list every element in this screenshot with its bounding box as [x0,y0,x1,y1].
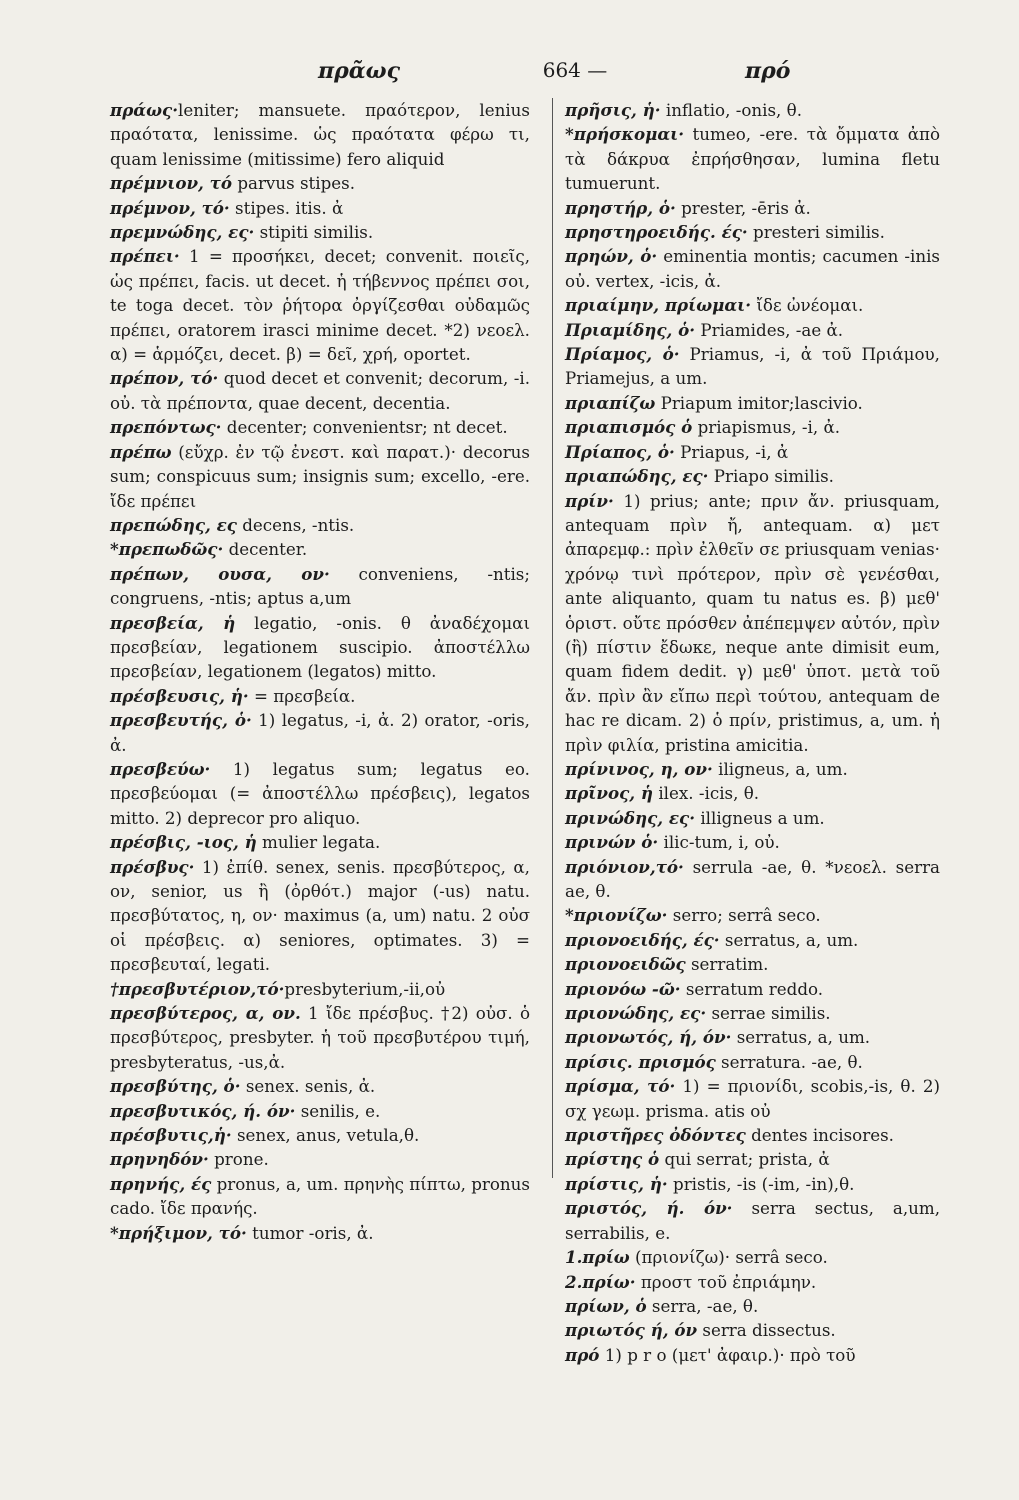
entry-definition: pronus, a, um. πρηνὴς πίπτω, pronus cado. ἴδε πρανής. [110,1173,530,1219]
dictionary-entry [565,855,940,904]
entry-definition: leniter; mansuete. πραότερον, lenius πραότατα, lenissime. ὡς πραότατα φέρω τι, quam lenissime (mitissime) fero aliquid [110,100,530,169]
dictionary-entry [110,1074,530,1098]
entry-definition: qui serrat; prista, ἀ [659,1149,830,1170]
entry-headword: πρίνινος, η, ον· [565,758,713,779]
dictionary-entry [110,440,530,513]
dictionary-entry [565,1294,940,1318]
entry-headword: πρεπώδης, ες [110,514,237,535]
dictionary-entry [110,684,530,708]
entry-headword: πρινών ὁ· [565,832,659,853]
dictionary-entry [565,1343,940,1367]
dictionary-entry [565,415,940,439]
entry-definition: ilic-tum, i, οὐ. [658,832,780,853]
entry-headword: †πρεσβυτέριον,τό· [110,978,285,999]
entry-headword: πρέπον, τό· [110,368,219,389]
entry-headword: *πρήσκομαι· [565,124,685,145]
dictionary-entry [565,196,940,220]
entry-definition: serratura. -ae, θ. [715,1051,863,1072]
entry-headword: πριονόω -ῶ· [565,978,681,999]
entry-definition: (πριονίζω)· serrâ seco. [629,1247,828,1268]
entry-definition: serrae similis. [706,1003,831,1024]
dictionary-entry [565,440,940,464]
dictionary-entry [565,952,940,976]
dictionary-entry [565,830,940,854]
entry-definition: legatio, -onis. θ ἀναδέχομαι πρεσβείαν, legationem suscipio. ἀποστέλλω πρεσβείαν, legationem (legatos) mitto. [110,612,530,682]
dictionary-entry [565,391,940,415]
dictionary-entry [110,1221,530,1245]
dictionary-entry [565,903,940,927]
entry-headword: πριστός, ή. όν· [565,1198,733,1219]
dictionary-entry [565,489,940,757]
left-column [110,98,530,1245]
entry-definition: serra, -ae, θ. [646,1295,759,1316]
page-header [0,58,1019,98]
entry-definition: serro; serrâ seco. [667,905,821,926]
dictionary-entry [110,196,530,220]
dictionary-entry [565,293,940,317]
dictionary-entry [110,415,530,439]
dictionary-entry [565,1196,940,1245]
entry-headword: πρέσβυτις,ἡ· [110,1125,232,1146]
entry-headword: Πρίαπος, ὁ· [565,441,675,462]
entry-definition: 1) legatus sum; legatus eo. πρεσβεύομαι (= ἀποστέλλω πρέσβεις), legatos mitto. 2) deprecor pro aliquo. [110,758,530,828]
entry-headword: Πριαμίδης, ὁ· [565,319,696,340]
entry-headword: πρίσις. πρισμός [565,1051,716,1072]
entry-headword: πρίν· [565,490,614,511]
entry-definition: 1) legatus, -i, ἀ. 2) orator, -oris, ἀ. [110,710,530,755]
dictionary-entry [110,855,530,977]
entry-headword: πριονωτός, ή, όν· [565,1027,732,1048]
entry-headword: πράως· [110,100,179,120]
entry-headword: πρηστηροειδής. ές· [565,222,748,243]
dictionary-entry [110,1147,530,1171]
entry-definition: serrula -ae, θ. *νεοελ. serra ae, θ. [565,856,940,901]
dictionary-entry [565,1318,940,1342]
dictionary-entry [565,342,940,391]
entry-definition: ἴδε ὠνέομαι. [751,295,864,316]
entry-headword: πρέπων, ουσα, ον· [110,563,330,584]
entry-headword: πρεσβεύω· [110,758,211,779]
dictionary-entry [110,513,530,537]
entry-headword: *πριονίζω· [565,905,668,926]
entry-headword: πρίων, ὁ [565,1295,647,1316]
dictionary-entry [110,244,530,366]
dictionary-entry [565,318,940,342]
entry-headword: πριονοειδής, ές· [565,929,720,950]
dictionary-entry [110,757,530,830]
entry-definition: quod decet et convenit; decorum, -i. οὐ. τὰ πρέποντα, quae decent, decentia. [110,368,530,413]
dictionary-entry [110,537,530,561]
entry-definition: senex. senis, ἀ. [240,1076,376,1097]
entry-definition: dentes incisores. [745,1125,894,1146]
entry-definition: tumeo, -ere. τὰ ὄμματα ἀπὸ τὰ δάκρυα ἐπρήσθησαν, lumina fletu tumuerunt. [565,124,940,194]
dictionary-entry [110,366,530,415]
dictionary-entry [565,1245,940,1269]
dictionary-entry [565,244,940,293]
dictionary-entry [110,1099,530,1123]
entry-definition: Priamides, -ae ἀ. [695,319,844,340]
dictionary-entry [565,781,940,805]
entry-definition: Priapum imitor;lascivio. [655,392,863,413]
entry-headword: 1.πρίω [565,1247,630,1268]
entry-definition: serratum reddo. [680,978,824,999]
entry-definition: 1) = πριονίδι, scobis,-is, θ. 2) σχ γεωμ. prisma. atis οὐ [565,1076,940,1121]
entry-headword: πριστῆρες ὀδόντες [565,1125,746,1146]
entry-headword: πρέσβις, -ιος, ἡ [110,832,257,853]
entry-definition: Priamus, -i, ἀ τοῦ Πριάμου, Priamejus, a um. [565,344,940,389]
entry-headword: πριωτός ή, όν [565,1320,698,1341]
dictionary-entry [110,98,530,171]
dictionary-entry [110,977,530,1001]
entry-headword: πρεσβύτης, ὁ· [110,1076,241,1097]
entry-definition: illigneus a um. [695,807,825,828]
entry-definition: 1) ἐπίθ. senex, senis. πρεσβύτερος, α, ον, senior, us ἢ (ὀρθότ.) major (-us) natu. πρεσβύτατος, η, ον· maximus (a, um) natu. 2 οὐσ οἱ πρέσβεις. α) seniores, optimates. 3) = πρεσβευταί, legati. [110,856,530,975]
entry-headword: πρέμνον, τό· [110,197,230,218]
entry-definition: (εὔχρ. ἐν τῷ ἐνεστ. καὶ παρατ.)· decorus sum; conspicuus sum; insignis sum; excello, -ere. ἴδε πρέπει [110,441,530,511]
entry-definition: serratus, a, um. [719,929,859,950]
entry-definition: mulier legata. [256,832,381,853]
column-divider [552,98,553,1178]
entry-headword: πριαπίζω [565,392,656,413]
entry-headword: πρηών, ὁ· [565,246,658,267]
entry-headword: πρεσβευτής, ὁ· [110,710,252,731]
entry-headword: πρίστις, ἡ· [565,1173,668,1194]
entry-definition: 1 = προσήκει, decet; convenit. ποιεῖς, ὡς πρέπει, facis. ut decet. ἡ τήβεννος πρέπει σοι, te toga decet. τὸν ῥήτορα ὀργίζεσθαι οὐδαμῶς πρέπει, oratorem irasci minime decet. *2) νεοελ. α) = ἁρμόζει, decet. β) = δεῖ, χρή, oportet. [110,246,530,365]
entry-definition: = πρεσβεία. [248,685,356,706]
entry-definition: 1) prius; ante; πριν ἄν. priusquam, antequam πρὶν ἤ, antequam. α) μετ ἀπαρεμφ.: πρὶν ἐλθεῖν σε priusquam venias· χρόνῳ τινὶ πρότερον, πρὶν σὲ γενέσθαι, ante aliquanto, quam tu natus es. β) μεθ' ὁριστ. οὔτε πρόσθεν ἀπέπεμψεν αὐτόν, πρὶν (ἢ) πίστιν ἔδωκε, neque ante dimisit eum, quam fidem dedit. γ) μεθ' ὑποτ. μετὰ τοῦ ἄν. πρὶν ἂν εἴπω περὶ τούτου, antequam de hac re dicam. 2) ὁ πρίν, pristimus, a, um. ἡ πρὶν φιλία, pristina amicitia. [565,490,940,755]
dictionary-entry [565,928,940,952]
dictionary-entry [110,830,530,854]
entry-definition: serratim. [685,954,769,975]
dictionary-entry [110,1123,530,1147]
entry-headword: πρέσβυς· [110,856,195,877]
entry-headword: 2.πρίω· [565,1271,636,1292]
entry-headword: πρέπω [110,441,172,462]
dictionary-entry [565,464,940,488]
entry-headword: πριαίμην, πρίωμαι· [565,295,752,316]
entry-headword: πρεπόντως· [110,417,222,438]
entry-headword: πριονώδης, ες· [565,1003,707,1024]
dictionary-entry [565,1001,940,1025]
entry-headword: πρέπει· [110,246,180,267]
entry-headword: πρηστήρ, ὁ· [565,197,676,218]
entry-definition: decens, -ntis. [236,514,355,535]
dictionary-entry [565,1270,940,1294]
entry-headword: πρηνηδόν· [110,1149,209,1170]
entry-headword: πρεσβεία, ἡ [110,612,236,633]
dictionary-entry [110,562,530,611]
entry-headword: πρεμνώδης, ες· [110,222,255,243]
entry-definition: presteri similis. [747,222,885,243]
dictionary-entry [565,220,940,244]
entry-definition: senilis, e. [295,1100,381,1121]
dictionary-entry [565,122,940,195]
entry-headword: Πρίαμος, ὁ· [565,344,680,365]
entry-definition: stipes. itis. ἀ [229,197,344,218]
entry-headword: πρινώδης, ες· [565,807,696,828]
dictionary-entry [565,1025,940,1049]
entry-definition: eminentia montis; cacumen -inis οὐ. vertex, -icis, ἀ. [565,246,940,291]
running-head-right: πρό [745,58,791,84]
dictionary-entry [110,1001,530,1074]
entry-definition: senex, anus, vetula,θ. [231,1125,420,1146]
entry-definition: serratus, a, um. [731,1027,871,1048]
entry-definition: presbyterium,-ii,οὐ [284,978,446,999]
entry-headword: πριονοειδῶς [565,954,686,975]
entry-headword: *πρήξιμον, τό· [110,1222,247,1243]
entry-definition: προστ τοῦ ἐπριάμην. [635,1271,817,1292]
dictionary-entry [110,708,530,757]
dictionary-entry [565,1123,940,1147]
entry-headword: πρεσβύτερος, α, ον. [110,1003,301,1024]
entry-definition: tumor -oris, ἀ. [246,1222,374,1243]
entry-headword: πρέμνιον, τό [110,173,233,194]
dictionary-entry [565,1147,940,1171]
entry-headword: πρίστης ὁ [565,1149,660,1170]
entry-definition: serra sectus, a,um, serrabilis, e. [565,1198,940,1243]
entry-definition: 1) p r o (μετ' ἀφαιρ.)· πρὸ τοῦ [599,1344,856,1365]
entry-definition: Priapo similis. [708,466,834,487]
dictionary-entry [565,977,940,1001]
entry-definition: inflatio, -onis, θ. [660,100,803,120]
entry-definition: parvus stipes. [232,173,356,194]
entry-definition: pristis, -is (-im, -in),θ. [667,1173,855,1194]
entry-headword: πριαπώδης, ες· [565,466,709,487]
running-head-left: πρᾶως [318,58,401,84]
entry-definition: priapismus, -i, ἀ. [692,417,841,438]
entry-definition: conveniens, -ntis; congruens, -ntis; aptus a,um [110,563,530,609]
entry-headword: πριόνιον,τό· [565,856,684,877]
entry-definition: stipiti similis. [254,222,374,243]
dictionary-entry [110,171,530,195]
entry-definition: serra dissectus. [697,1320,836,1341]
entry-headword: πρῆσις, ἡ· [565,100,661,120]
entry-headword: πρεσβυτικός, ή. όν· [110,1100,296,1121]
dictionary-entry [565,1050,940,1074]
dictionary-entry [565,98,940,122]
dictionary-entry [565,806,940,830]
entry-definition: decenter; convenientsr; nt decet. [221,417,508,438]
entry-headword: πρηνής, ές [110,1173,212,1194]
entry-definition: 1 ἴδε πρέσβυς. †2) οὐσ. ὁ πρεσβύτερος, presbyter. ἡ τοῦ πρεσβυτέρου τιμή, presbyteratus, -us,ἀ. [110,1003,531,1072]
entry-headword: πρῖνος, ἡ [565,783,654,804]
page-number: 664 — [542,58,608,82]
entry-definition: decenter. [223,539,308,560]
dictionary-entry [110,220,530,244]
entry-headword: πρίσμα, τό· [565,1076,676,1097]
entry-headword: πρέσβευσις, ἡ· [110,685,249,706]
entry-definition: ilex. -icis, θ. [653,783,760,804]
dictionary-entry [110,611,530,684]
entry-headword: *πρεπωδῶς· [110,539,224,560]
entry-definition: iligneus, a, um. [712,758,848,779]
entry-definition: prester, -ēris ἀ. [675,197,811,218]
dictionary-entry [565,1172,940,1196]
entry-headword: πρό [565,1344,600,1365]
entry-headword: πριαπισμός ὁ [565,417,693,438]
entry-definition: Priapus, -i, ἀ [674,441,789,462]
right-column [565,98,940,1367]
dictionary-entry [565,757,940,781]
dictionary-entry [565,1074,940,1123]
entry-definition: prone. [208,1149,269,1170]
dictionary-entry [110,1172,530,1221]
